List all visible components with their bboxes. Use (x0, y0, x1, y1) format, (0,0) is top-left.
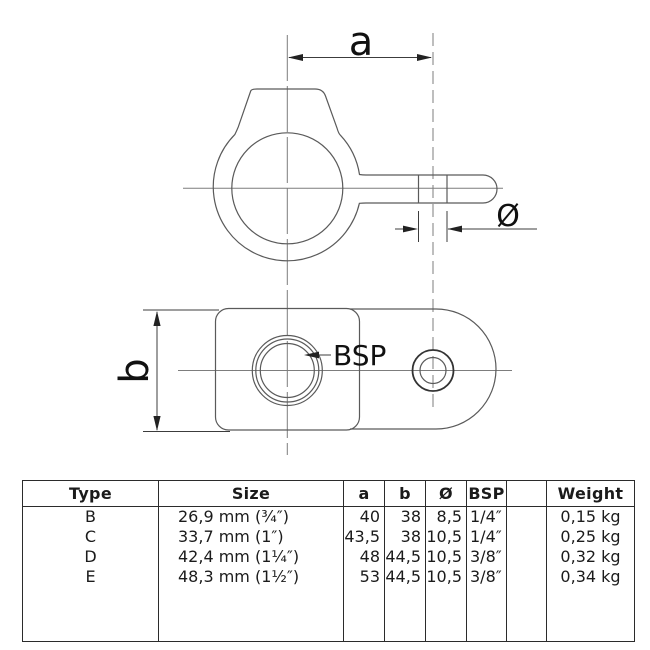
spec-table (22, 480, 635, 642)
cell-type: E (23, 567, 159, 587)
cell-spacer (507, 567, 547, 587)
cell-weight: 0,34 kg (547, 567, 635, 587)
arrowhead-right-pointing (403, 226, 418, 233)
table-header-row (23, 481, 635, 507)
cell-type: B (23, 507, 159, 528)
cell-diameter: 10,5 (426, 527, 467, 547)
arrowhead-right (417, 54, 432, 61)
cell-weight: 0,32 kg (547, 547, 635, 567)
cell-size: 26,9 mm (¾″) (159, 507, 344, 528)
cell-diameter: 10,5 (426, 547, 467, 567)
cell-b: 38 (385, 507, 426, 528)
cell-b: 44,5 (385, 567, 426, 587)
top-view (213, 89, 497, 261)
dimension-diameter-label: Ø (496, 199, 520, 234)
header-b: b (385, 481, 426, 507)
cell-type: D (23, 547, 159, 567)
cell-size: 33,7 mm (1″) (159, 527, 344, 547)
table-filler-row (23, 587, 635, 642)
header-bsp: BSP (467, 481, 507, 507)
table-row (23, 567, 635, 587)
arrowhead-up (153, 311, 160, 326)
arrowhead-left (288, 54, 303, 61)
header-a: a (344, 481, 385, 507)
cell-b: 44,5 (385, 547, 426, 567)
cell-bsp: 3/8″ (467, 567, 507, 587)
centerlines (178, 33, 512, 455)
cell-weight: 0,25 kg (547, 527, 635, 547)
cell-b: 38 (385, 527, 426, 547)
header-diameter: Ø (426, 481, 467, 507)
arrowhead-left-pointing (448, 226, 463, 233)
dimension-b-label: b (112, 358, 158, 384)
cell-diameter: 10,5 (426, 567, 467, 587)
cell-a: 48 (344, 547, 385, 567)
header-type: Type (23, 481, 159, 507)
cell-spacer (507, 507, 547, 528)
cell-spacer (507, 527, 547, 547)
cell-bsp: 1/4″ (467, 527, 507, 547)
table-row (23, 547, 635, 567)
cell-size: 48,3 mm (1½″) (159, 567, 344, 587)
bsp-callout-label: BSP (333, 339, 387, 372)
cell-size: 42,4 mm (1¼″) (159, 547, 344, 567)
cell-spacer (507, 547, 547, 567)
cell-a: 40 (344, 507, 385, 528)
header-size: Size (159, 481, 344, 507)
dimension-a-label: a (348, 19, 374, 65)
cell-bsp: 3/8″ (467, 547, 507, 567)
table-row (23, 507, 635, 528)
arrowhead-down (153, 416, 160, 431)
header-weight: Weight (547, 481, 635, 507)
cell-weight: 0,15 kg (547, 507, 635, 528)
table-row (23, 527, 635, 547)
cell-bsp: 1/4″ (467, 507, 507, 528)
cell-type: C (23, 527, 159, 547)
header-spacer (507, 481, 547, 507)
top-view-outline (213, 89, 497, 261)
cell-a: 43,5 (344, 527, 385, 547)
cell-a: 53 (344, 567, 385, 587)
cell-diameter: 8,5 (426, 507, 467, 528)
